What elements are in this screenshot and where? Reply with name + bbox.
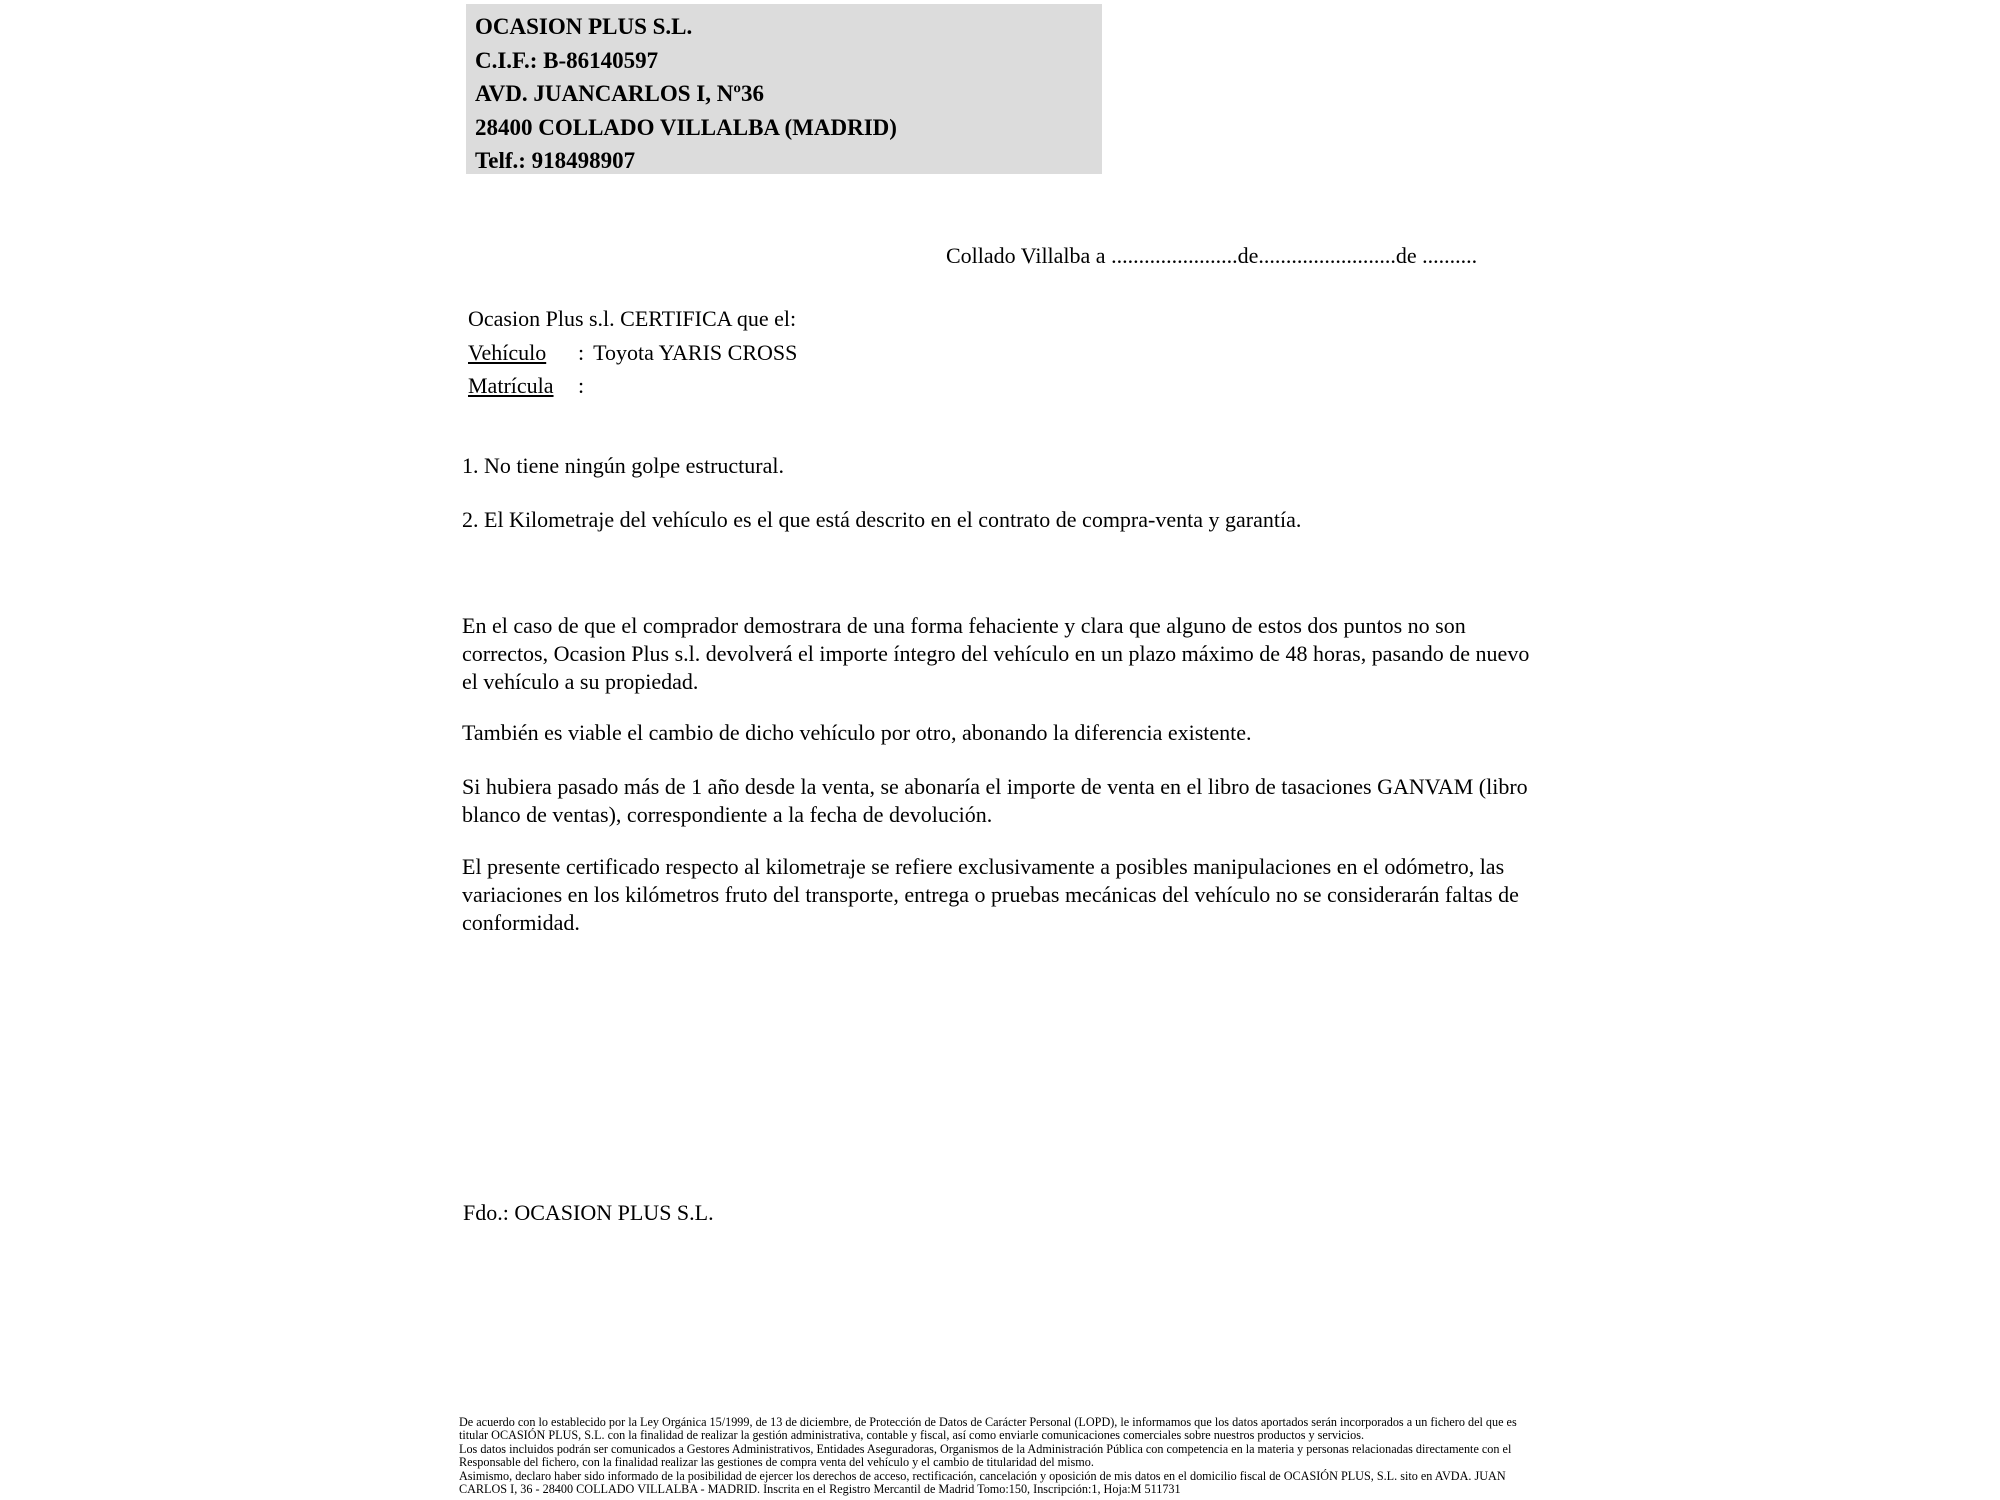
vehicle-label: Vehículo: [468, 339, 547, 365]
company-cif: C.I.F.: B-86140597: [475, 47, 659, 73]
company-header-box: [466, 4, 1102, 174]
paragraph-refund: En el caso de que el comprador demostrara de una forma fehaciente y clara que alguno de estos dos puntos no son correctos, Ocasion Plus s.l. devolverá el importe íntegro del vehículo en un plazo máximo de 48 horas, pasando de nuevo el vehículo a su propiedad.: [462, 613, 1530, 694]
signature-line: Fdo.: OCASION PLUS S.L.: [463, 1200, 714, 1225]
paragraph-exchange: También es viable el cambio de dicho vehículo por otro, abonando la diferencia existente.: [462, 720, 1252, 745]
certificate-item-2: 2. El Kilometraje del vehículo es el que está descrito en el contrato de compra-venta y garantía.: [462, 507, 1302, 532]
plate-field: [468, 369, 797, 403]
vehicle-colon: :: [578, 339, 585, 365]
legal-paragraph-cesion: Los datos incluidos podrán ser comunicados a Gestores Administrativos, Entidades Aseguradoras, Organismos de la Administración Pública con competencia en la materia y personas relacionadas directamente con el Responsable del fichero, con la finalidad realizar las gestiones de compra venta del vehículo y el cambio de titularidad del mismo.: [459, 1441, 1512, 1470]
company-city: 28400 COLLADO VILLALBA (MADRID): [475, 114, 897, 140]
vehicle-value: Toyota YARIS CROSS: [593, 339, 798, 365]
certify-block: [468, 302, 797, 403]
vehicle-field: [468, 336, 797, 370]
legal-notice: [459, 1416, 1547, 1496]
plate-label: Matrícula: [468, 373, 554, 398]
certificate-item-1: 1. No tiene ningún golpe estructural.: [462, 453, 784, 478]
company-name: OCASION PLUS S.L.: [475, 14, 693, 39]
plate-colon: :: [578, 373, 585, 398]
legal-paragraph-lopd: De acuerdo con lo establecido por la Ley Orgánica 15/1999, de 13 de diciembre, de Protección de Datos de Carácter Personal (LOPD), le informamos que los datos aportados serán incorporados a un fichero del que es titular OCASIÓN PLUS, S.L. con la finalidad de realizar la gestión administrativa, contable y fiscal, así como enviarle comunicaciones comerciales sobre nuestros productos y servicios.: [459, 1415, 1517, 1443]
company-address: AVD. JUANCARLOS I, Nº36: [475, 81, 764, 106]
company-phone: Telf.: 918498907: [475, 148, 636, 173]
date-line: Collado Villalba a .......................de.........................de ..........: [946, 243, 1478, 268]
certify-intro: Ocasion Plus s.l. CERTIFICA que el:: [468, 306, 797, 331]
legal-paragraph-derechos: Asimismo, declaro haber sido informado de la posibilidad de ejercer los derechos de acceso, rectificación, cancelación y oposición de mis datos en el domicilio fiscal de OCASIÓN PLUS, S.L. sito en AVDA. JUAN CARLOS I, 36 - 28400 COLLADO VILLALBA - MADRID. Inscrita en el Registro Mercantil de Madrid Tomo:150, Inscripción:1, Hoja:M 511731: [459, 1468, 1506, 1497]
paragraph-odometer: El presente certificado respecto al kilometraje se refiere exclusivamente a posibles manipulaciones en el odómetro, las variaciones en los kilómetros fruto del transporte, entrega o pruebas mecánicas del vehículo no se considerarán faltas de conformidad.: [462, 854, 1519, 935]
paragraph-ganvam: Si hubiera pasado más de 1 año desde la venta, se abonaría el importe de venta en el libro de tasaciones GANVAM (libro blanco de ventas), correspondiente a la fecha de devolución.: [462, 774, 1528, 827]
